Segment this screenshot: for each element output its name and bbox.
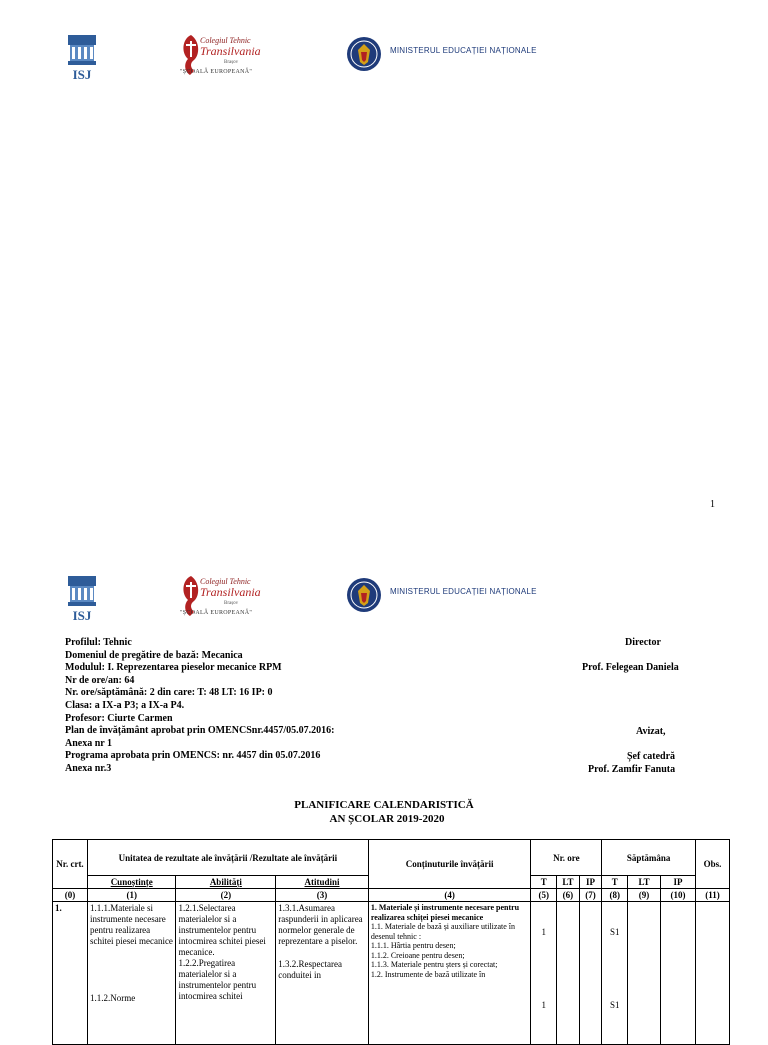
planning-table [52, 839, 730, 1045]
cunostinte-item: 1.1.1.Materiale si instrumente necesare pentru realizarea schitei piesei mecanice [89, 903, 173, 946]
col-num: (0) [53, 889, 88, 902]
continut-line: 1.1. Materiale de bază și auxiliare utilizate în desenul tehnic : [370, 922, 516, 941]
row-ip [579, 902, 602, 1045]
meta-clasa: Clasa: a IX-a P3; a IX-a P4. [65, 699, 185, 711]
cunostinte-item: 1.1.2.Norme [89, 993, 136, 1003]
meta-domeniu: Domeniul de pregătire de bază: Mecanica [65, 649, 243, 661]
header-nr-ore: Nr. ore [531, 840, 602, 876]
row-obs [695, 902, 729, 1045]
continut-line: 1.1.2. Creioane pentru desen; [370, 950, 465, 960]
row-sapt-t [602, 902, 628, 1045]
sapt-value: S1 [609, 1000, 620, 1010]
isj-logo [66, 574, 98, 626]
header-abilitati: Abilități [176, 876, 276, 889]
row-abilitati: 1.2.1.Selectarea materialelor si a instrumentelor pentru intocmirea schitei piesei mecanice. 1.2.2.Pregatirea materialelor si a instrumentelor pentru intocmirea schitei [176, 902, 276, 1045]
col-num: (11) [695, 889, 729, 902]
meta-ore-sapt: Nr. ore/săptămână: 2 din care: T: 48 LT: 16 IP: 0 [65, 687, 273, 699]
col-num: (9) [628, 889, 661, 902]
meta-ore-an: Nr de ore/an: 64 [65, 674, 135, 686]
col-num: (8) [602, 889, 628, 902]
row-lt [557, 902, 580, 1045]
continut-title: 1. Materiale și instrumente necesare pentru realizarea schiței piesei mecanice [370, 903, 520, 922]
header-continuturi: Conținuturile învățării [368, 840, 531, 889]
meta-anexa3: Anexa nr.3 [65, 762, 112, 774]
col-num: (4) [368, 889, 531, 902]
continut-line: 1.2. Instrumente de bază utilizate în [370, 969, 486, 979]
romania-crest-icon [346, 577, 382, 613]
row-nr: 1. [53, 902, 88, 1045]
header-ip: IP [579, 876, 602, 889]
table-row [53, 902, 730, 1045]
director-name: Prof. Felegean Daniela [582, 662, 679, 673]
meta-anexa1: Anexa nr 1 [65, 737, 113, 749]
header-s-lt: LT [628, 876, 661, 889]
meta-profil: Profilul: Tehnic [65, 637, 132, 648]
meta-profesor: Profesor: Ciurte Carmen [65, 712, 173, 724]
col-num: (2) [176, 889, 276, 902]
header-s-t: T [602, 876, 628, 889]
header-logos-top [66, 33, 546, 93]
column-number-row [53, 889, 730, 902]
colegiu-logo [178, 33, 278, 83]
col-num: (6) [557, 889, 580, 902]
header-unitatea: Unitatea de rezultate ale învățării /Rezultate ale învățării [87, 840, 368, 876]
col-num: (7) [579, 889, 602, 902]
colegiu-logo [178, 574, 278, 624]
header-lt: LT [557, 876, 580, 889]
colegiu-motto: "ȘCOALĂ EUROPEANĂ" [180, 610, 253, 616]
director-label: Director [625, 637, 661, 648]
row-continuturi [368, 902, 531, 1045]
header-cunostinte: Cunoștințe [87, 876, 175, 889]
colegiu-motto: "ȘCOALĂ EUROPEANĂ" [180, 69, 253, 75]
header-logos-page2 [66, 574, 546, 634]
isj-logo [66, 33, 98, 85]
minister-logo [346, 577, 546, 617]
row-cunostinte [87, 902, 175, 1045]
atitudini-item: 1.3.2.Respectarea conduitei in [278, 959, 342, 980]
header-saptamana: Săptămâna [602, 840, 696, 876]
minister-label: MINISTERUL EDUCAȚIEI NAȚIONALE [390, 587, 537, 596]
row-sapt-lt [628, 902, 661, 1045]
sef-catedra-name: Prof. Zamfir Fanuta [588, 764, 676, 775]
row-sapt-ip [661, 902, 696, 1045]
col-num: (1) [87, 889, 175, 902]
header-nr: Nr. crt. [53, 840, 88, 889]
meta-plan: Plan de învățământ aprobat prin OMENCSnr.4457/05.07.2016: [65, 725, 335, 737]
document-meta [65, 637, 705, 776]
header-s-ip: IP [661, 876, 696, 889]
document-title-line1: PLANIFICARE CALENDARISTICĂ [294, 799, 474, 811]
header-atitudini: Atitudini [276, 876, 369, 889]
col-num: (3) [276, 889, 369, 902]
header-t: T [531, 876, 557, 889]
page-number: 1 [710, 499, 715, 510]
colegiu-city-label: Brașov [224, 60, 239, 65]
continut-line: 1.1.1. Hârtia pentru desen; [370, 941, 456, 950]
sef-catedra-label: Șef catedră [627, 751, 676, 762]
t-value: 1 [541, 927, 546, 937]
header-obs: Obs. [695, 840, 729, 889]
document-title-line2: AN ȘCOLAR 2019-2020 [329, 813, 445, 825]
col-num: (5) [531, 889, 557, 902]
colegiu-city-label: Brașov [224, 601, 239, 606]
row-t [531, 902, 557, 1045]
meta-modul: Modulul: I. Reprezentarea pieselor mecanice RPM [65, 662, 282, 674]
colegiu-small-label: Colegiul Tehnic [200, 36, 251, 45]
sapt-value: S1 [609, 927, 620, 937]
avizat-label: Avizat, [636, 726, 666, 737]
minister-label: MINISTERUL EDUCAȚIEI NAȚIONALE [390, 46, 537, 55]
row-atitudini [276, 902, 369, 1045]
col-num: (10) [661, 889, 696, 902]
colegiu-big-label: Transilvania [200, 44, 261, 58]
colegiu-small-label: Colegiul Tehnic [200, 577, 251, 586]
atitudini-item: 1.3.1.Asumarea raspunderii in aplicarea normelor generale de reprezentare a piselor. [278, 903, 363, 946]
continut-line: 1.1.3. Materiale pentru șters și corectat; [370, 960, 498, 969]
svg-text:ISJ: ISJ [72, 608, 92, 623]
meta-programa: Programa aprobata prin OMENCS: nr. 4457 din 05.07.2016 [65, 750, 321, 762]
svg-text:ISJ: ISJ [72, 67, 92, 82]
colegiu-big-label: Transilvania [200, 585, 261, 599]
minister-logo [346, 36, 546, 76]
t-value: 1 [541, 1000, 546, 1010]
romania-crest-icon [346, 36, 382, 72]
